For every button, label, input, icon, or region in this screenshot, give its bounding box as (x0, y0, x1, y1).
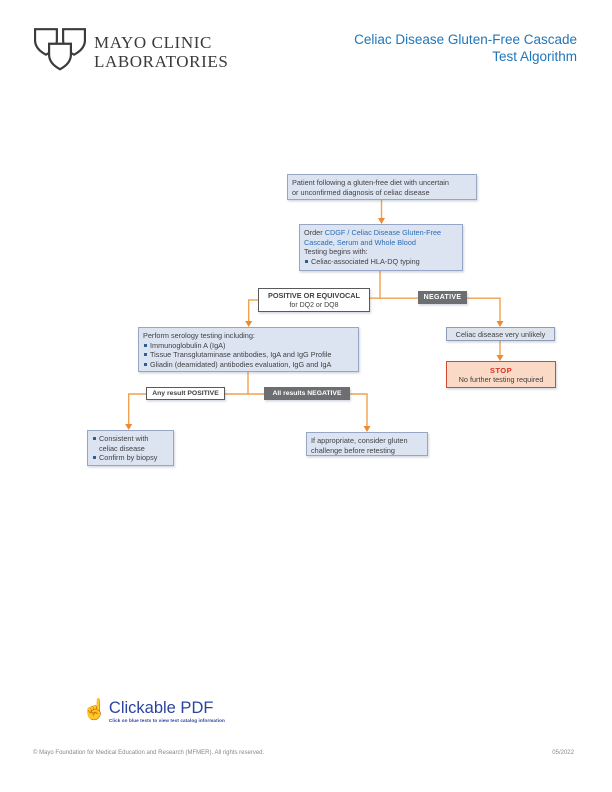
bullet-square-icon (93, 456, 96, 459)
serology-bullet2: Tissue Transglutaminase antibodies, IgA and IgG Profile (150, 350, 332, 360)
order-prefix: Order (304, 228, 323, 237)
serology-bullet3: Gliadin (deamidated) antibodies evaluation, IgG and IgA (150, 359, 332, 369)
stop-subtitle: No further testing required (458, 375, 544, 385)
serology-bullet-row (143, 360, 354, 370)
clickable-pdf-badge (82, 699, 225, 723)
bullet-square-icon (144, 363, 147, 366)
order-box (299, 224, 463, 271)
revision-date: 05/2022 (552, 750, 574, 756)
serology-bullet1: Immunoglobulin A (IgA) (150, 340, 226, 350)
serology-title: Perform serology testing including: (143, 331, 255, 340)
brand-line1: MAYO CLINIC (94, 33, 212, 52)
page-title-line2: Test Algorithm (492, 49, 577, 64)
hla-positive-line1: POSITIVE OR EQUIVOCAL (267, 291, 361, 300)
clickable-pdf-label: Clickable PDF (108, 699, 214, 717)
copyright-text: © Mayo Foundation for Medical Education and Research (MFMER). All rights reserved. (33, 750, 265, 756)
order-bullet1: Celiac-associated HLA-DQ typing (311, 256, 420, 266)
any-positive-label: Any result POSITIVE (146, 387, 225, 400)
hla-positive-label (258, 288, 370, 312)
patient-line1: Patient following a gluten-free diet with uncertain (292, 178, 449, 187)
brand-line2: LABORATORIES (94, 51, 229, 71)
consistent-bullet1: Consistent with celiac disease (99, 434, 149, 453)
bullet-square-icon (305, 260, 308, 263)
stop-title: STOP (489, 365, 513, 375)
hla-negative-label: NEGATIVE (418, 291, 467, 304)
serology-box (138, 327, 359, 372)
serology-bullet-row (143, 350, 354, 360)
cdgf-test-link[interactable]: CDGF / Celiac Disease Gluten-Free Cascade, Serum and Whole Blood (304, 228, 442, 247)
consistent-bullet2: Confirm by biopsy (99, 453, 158, 463)
page-title-line1: Celiac Disease Gluten-Free Cascade (354, 32, 577, 47)
retest-box (306, 432, 428, 456)
bullet-square-icon (144, 353, 147, 356)
unlikely-box: Celiac disease very unlikely (446, 327, 555, 341)
stop-box (446, 361, 556, 388)
patient-box (287, 174, 477, 200)
page-footer (33, 750, 574, 756)
patient-line2: or unconfirmed diagnosis of celiac disease (292, 187, 430, 197)
serology-bullet-row (143, 341, 354, 351)
bullet-square-icon (144, 344, 147, 347)
order-text (304, 228, 458, 247)
order-line2: Testing begins with: (304, 247, 368, 257)
all-negative-label: All results NEGATIVE (264, 387, 350, 400)
consistent-bullet-row (92, 453, 169, 463)
consistent-bullet-row (92, 434, 169, 453)
clickable-pdf-text (109, 699, 225, 723)
consistent-box (87, 430, 174, 466)
order-bullet-row (304, 257, 458, 267)
retest-line1: If appropriate, consider gluten (311, 436, 408, 445)
retest-line2: challenge before retesting (311, 445, 395, 455)
hla-positive-line2: for DQ2 or DQ8 (289, 301, 339, 309)
clickable-pdf-subtext: Click on blue tests to view test catalog information (108, 718, 225, 723)
pointer-hand-icon: ☝ (82, 699, 107, 721)
bullet-square-icon (93, 437, 96, 440)
